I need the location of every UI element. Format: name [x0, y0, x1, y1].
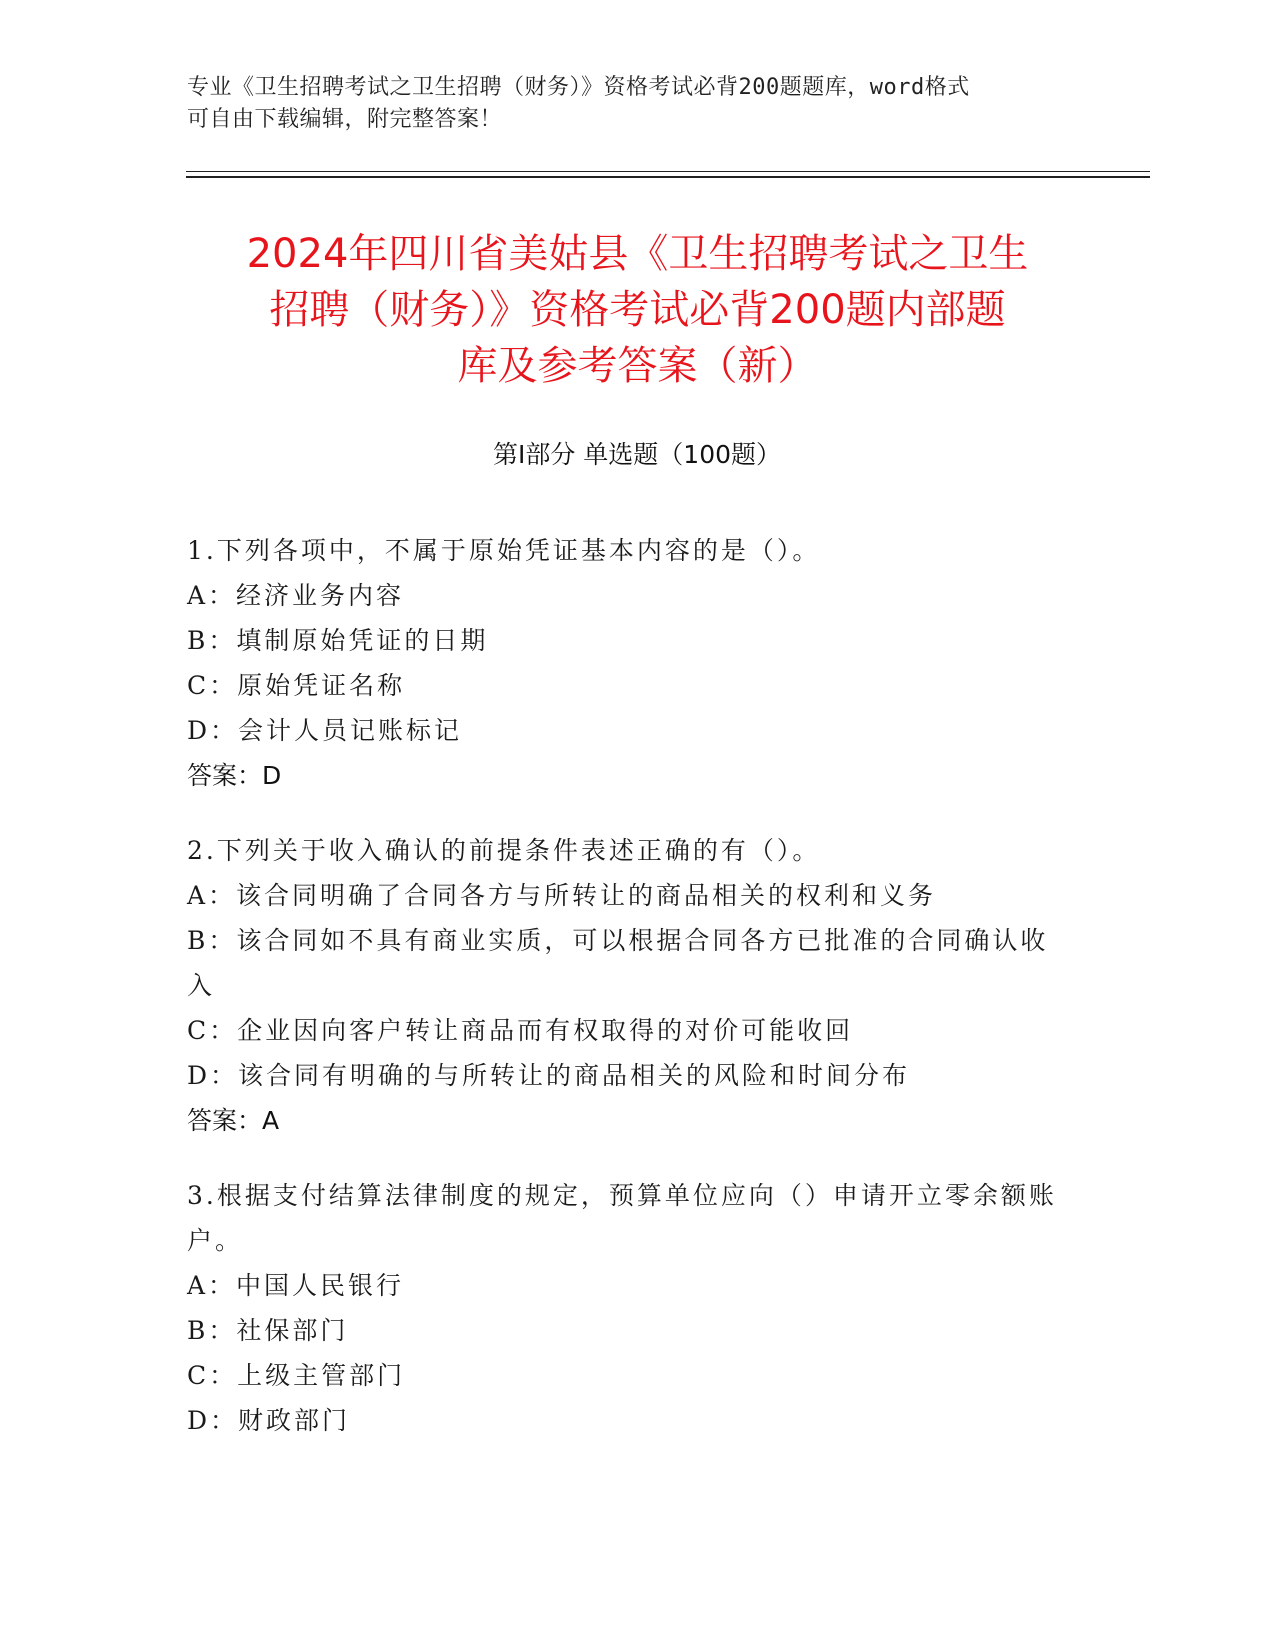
section-heading: 第Ⅰ部分 单选题（100题） — [492, 440, 782, 469]
header-divider-thin — [186, 171, 1150, 172]
question-stem: 3.根据支付结算法律制度的规定，预算单位应向（）申请开立零余额账户。 — [187, 1181, 1057, 1255]
option-a: A：中国人民银行 — [187, 1271, 405, 1300]
answer: 答案：A — [187, 1106, 280, 1135]
title-line-1: 2024年四川省美姑县《卫生招聘考试之卫生 — [246, 231, 1029, 277]
option-d: D：该合同有明确的与所转让的商品相关的风险和时间分布 — [187, 1061, 911, 1090]
option-c: C：原始凭证名称 — [187, 671, 406, 700]
question-1 — [187, 528, 1067, 798]
question-stem: 1.下列各项中，不属于原始凭证基本内容的是（）。 — [187, 536, 821, 565]
question-list — [187, 528, 1067, 1473]
header-note-line-1: 专业《卫生招聘考试之卫生招聘（财务）》资格考试必背200题题库，word格式 — [187, 75, 970, 100]
option-a: A：经济业务内容 — [187, 581, 405, 610]
option-c: C：上级主管部门 — [187, 1361, 406, 1390]
option-a: A：该合同明确了合同各方与所转让的商品相关的权利和义务 — [187, 881, 937, 910]
option-c: C：企业因向客户转让商品而有权取得的对价可能收回 — [187, 1016, 854, 1045]
option-b: B：填制原始凭证的日期 — [187, 626, 489, 655]
answer: 答案：D — [187, 761, 282, 790]
header-note — [187, 72, 1087, 136]
question-3 — [187, 1173, 1067, 1443]
header-note-line-2: 可自由下载编辑，附完整答案！ — [187, 107, 503, 132]
document-title — [150, 226, 1125, 394]
title-line-2: 招聘（财务）》资格考试必背200题内部题 — [269, 287, 1006, 333]
option-b: B：该合同如不具有商业实质，可以根据合同各方已批准的合同确认收入 — [187, 926, 1049, 1000]
option-b: B：社保部门 — [187, 1316, 349, 1345]
title-line-3: 库及参考答案（新） — [457, 343, 818, 389]
option-d: D：财政部门 — [187, 1406, 351, 1435]
header-divider-thick — [186, 176, 1150, 178]
question-stem: 2.下列关于收入确认的前提条件表述正确的有（）。 — [187, 836, 821, 865]
option-d: D：会计人员记账标记 — [187, 716, 463, 745]
question-2 — [187, 828, 1067, 1143]
